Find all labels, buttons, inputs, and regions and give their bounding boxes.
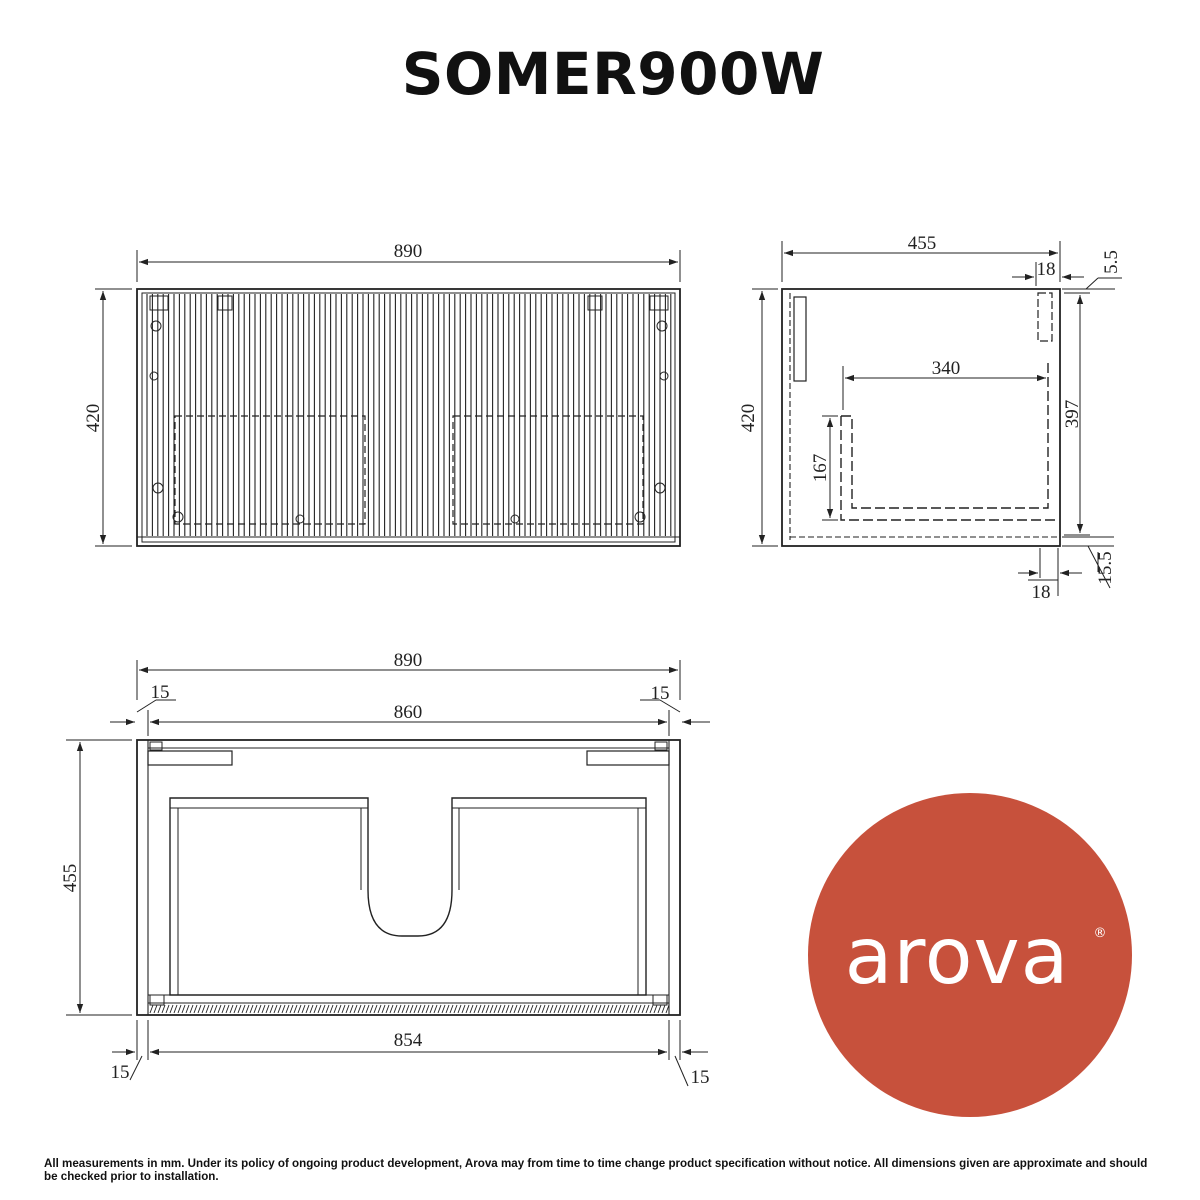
hatch-line xyxy=(246,1005,249,1013)
hatch-line xyxy=(298,1005,301,1013)
hatch-line xyxy=(354,1005,357,1013)
plan-bottom-width-label: 854 xyxy=(393,1030,423,1051)
hatch-line xyxy=(470,1005,473,1013)
hatch-line xyxy=(602,1005,605,1013)
hatch-line xyxy=(174,1005,177,1013)
hatch-line xyxy=(314,1005,317,1013)
hatch-line xyxy=(462,1005,465,1013)
hatch-line xyxy=(262,1005,265,1013)
hatch-line xyxy=(574,1005,577,1013)
hatch-line xyxy=(598,1005,601,1013)
hatch-line xyxy=(558,1005,561,1013)
plan-depth-label: 455 xyxy=(60,863,81,893)
footer-note: All measurements in mm. Under its policy of ongoing product development, Arova may from time to time change product specification without notice. All dimensions given are approximate and should be checked prior to installation. xyxy=(44,1157,1148,1183)
hatch-line xyxy=(282,1005,285,1013)
hatch-line xyxy=(154,1005,157,1013)
hatch-line xyxy=(538,1005,541,1013)
hatch-line xyxy=(234,1005,237,1013)
hatch-line xyxy=(502,1005,505,1013)
hatch-line xyxy=(202,1005,205,1013)
hatch-line xyxy=(530,1005,533,1013)
hatch-line xyxy=(382,1005,385,1013)
hatch-line xyxy=(422,1005,425,1013)
hatch-line xyxy=(518,1005,521,1013)
hatch-line xyxy=(458,1005,461,1013)
hatch-line xyxy=(526,1005,529,1013)
hatch-line xyxy=(418,1005,421,1013)
front-height-label: 420 xyxy=(83,403,104,433)
hatch-line xyxy=(658,1005,661,1013)
hatch-line xyxy=(554,1005,557,1013)
hatch-line xyxy=(302,1005,305,1013)
hatch-line xyxy=(398,1005,401,1013)
plan-bottom-left-label: 15 xyxy=(110,1062,130,1083)
hatch-line xyxy=(586,1005,589,1013)
hatch-line xyxy=(250,1005,253,1013)
hatch-line xyxy=(274,1005,277,1013)
hatch-line xyxy=(362,1005,365,1013)
hatch-line xyxy=(510,1005,513,1013)
front-view xyxy=(95,250,680,546)
hatch-line xyxy=(342,1005,345,1013)
hatch-line xyxy=(494,1005,497,1013)
hatch-line xyxy=(578,1005,581,1013)
hatch-line xyxy=(226,1005,229,1013)
hatch-line xyxy=(546,1005,549,1013)
hatch-line xyxy=(662,1005,665,1013)
hatch-line xyxy=(266,1005,269,1013)
hatch-line xyxy=(562,1005,565,1013)
hatch-line xyxy=(330,1005,333,1013)
hatch-line xyxy=(594,1005,597,1013)
hatch-line xyxy=(210,1005,213,1013)
arova-logo xyxy=(808,793,1132,1117)
plan-bottom-right-label: 15 xyxy=(690,1067,710,1088)
brand-name: arova xyxy=(844,912,1070,1002)
hatch-line xyxy=(626,1005,629,1013)
side-drawer-depth-label: 340 xyxy=(931,358,961,379)
hatch-line xyxy=(522,1005,525,1013)
hatch-line xyxy=(318,1005,321,1013)
side-bottom-offset-label: 15.5 xyxy=(1095,551,1116,585)
hatch-line xyxy=(222,1005,225,1013)
hatch-line xyxy=(322,1005,325,1013)
hatch-line xyxy=(338,1005,341,1013)
hatch-line xyxy=(170,1005,173,1013)
hatch-line xyxy=(570,1005,573,1013)
hatch-line xyxy=(650,1005,653,1013)
hatch-line xyxy=(654,1005,657,1013)
plan-right-side-label: 15 xyxy=(650,683,670,704)
hatch-line xyxy=(430,1005,433,1013)
hatch-line xyxy=(478,1005,481,1013)
hatch-line xyxy=(214,1005,217,1013)
hatch-line xyxy=(622,1005,625,1013)
hatch-line xyxy=(182,1005,185,1013)
hatch-line xyxy=(566,1005,569,1013)
hatch-line xyxy=(286,1005,289,1013)
hatch-line xyxy=(150,1005,153,1013)
hatch-line xyxy=(618,1005,621,1013)
hatch-line xyxy=(242,1005,245,1013)
hatch-line xyxy=(454,1005,457,1013)
hatch-line xyxy=(514,1005,517,1013)
hatch-line xyxy=(490,1005,493,1013)
hatch-line xyxy=(186,1005,189,1013)
hatch-line xyxy=(414,1005,417,1013)
hatch-line xyxy=(326,1005,329,1013)
hatch-line xyxy=(334,1005,337,1013)
hatch-line xyxy=(610,1005,613,1013)
plan-overall-width-label: 890 xyxy=(393,650,423,671)
hatch-line xyxy=(258,1005,261,1013)
side-depth-label: 455 xyxy=(907,233,937,254)
hatch-line xyxy=(350,1005,353,1013)
hatch-line xyxy=(410,1005,413,1013)
plan-left-side-label: 15 xyxy=(150,682,170,703)
hatch-line xyxy=(590,1005,593,1013)
brand-registered-mark: ® xyxy=(1093,926,1107,941)
hatch-line xyxy=(178,1005,181,1013)
hatch-line xyxy=(582,1005,585,1013)
hatch-line xyxy=(270,1005,273,1013)
hatch-line xyxy=(486,1005,489,1013)
side-drawer-height-label: 167 xyxy=(810,453,831,483)
hatch-line xyxy=(290,1005,293,1013)
hatch-line xyxy=(482,1005,485,1013)
side-height-label: 420 xyxy=(738,403,759,433)
hatch-line xyxy=(542,1005,545,1013)
hatch-line xyxy=(506,1005,509,1013)
hatch-line xyxy=(306,1005,309,1013)
hatch-line xyxy=(374,1005,377,1013)
hatch-line xyxy=(406,1005,409,1013)
hatch-line xyxy=(446,1005,449,1013)
hatch-line xyxy=(434,1005,437,1013)
plan-internal-width-label: 860 xyxy=(393,702,423,723)
hatch-line xyxy=(442,1005,445,1013)
hatch-line xyxy=(534,1005,537,1013)
hatch-line xyxy=(498,1005,501,1013)
hatch-line xyxy=(474,1005,477,1013)
page-title: SOMER900W xyxy=(401,40,825,108)
hatch-line xyxy=(638,1005,641,1013)
hatch-line xyxy=(230,1005,233,1013)
hatch-line xyxy=(194,1005,197,1013)
side-internal-height-label: 397 xyxy=(1062,399,1083,429)
hatch-line xyxy=(278,1005,281,1013)
hatch-line xyxy=(438,1005,441,1013)
hatch-line xyxy=(358,1005,361,1013)
hatch-line xyxy=(378,1005,381,1013)
hatch-line xyxy=(366,1005,369,1013)
hatch-line xyxy=(606,1005,609,1013)
hatch-line xyxy=(634,1005,637,1013)
hatch-line xyxy=(394,1005,397,1013)
hatch-line xyxy=(630,1005,633,1013)
hatch-line xyxy=(294,1005,297,1013)
side-top-offset-label: 5.5 xyxy=(1101,250,1122,274)
hatch-line xyxy=(158,1005,161,1013)
hatch-line xyxy=(646,1005,649,1013)
side-bottom-panel-label: 18 xyxy=(1031,582,1051,603)
hatch-line xyxy=(390,1005,393,1013)
hatch-line xyxy=(426,1005,429,1013)
hatch-line xyxy=(166,1005,169,1013)
hatch-line xyxy=(238,1005,241,1013)
hatch-line xyxy=(370,1005,373,1013)
hatch-line xyxy=(218,1005,221,1013)
front-width-label: 890 xyxy=(393,241,423,262)
hatch-line xyxy=(450,1005,453,1013)
hatch-line xyxy=(206,1005,209,1013)
hatch-line xyxy=(550,1005,553,1013)
hatch-line xyxy=(162,1005,165,1013)
hatch-line xyxy=(402,1005,405,1013)
hatch-line xyxy=(614,1005,617,1013)
hatch-line xyxy=(198,1005,201,1013)
side-top-panel-label: 18 xyxy=(1036,259,1056,280)
hatch-line xyxy=(310,1005,313,1013)
hatch-line xyxy=(254,1005,257,1013)
hatch-line xyxy=(190,1005,193,1013)
plan-view xyxy=(66,660,710,1086)
hatch-line xyxy=(466,1005,469,1013)
hatch-line xyxy=(642,1005,645,1013)
hatch-line xyxy=(386,1005,389,1013)
hatch-line xyxy=(346,1005,349,1013)
